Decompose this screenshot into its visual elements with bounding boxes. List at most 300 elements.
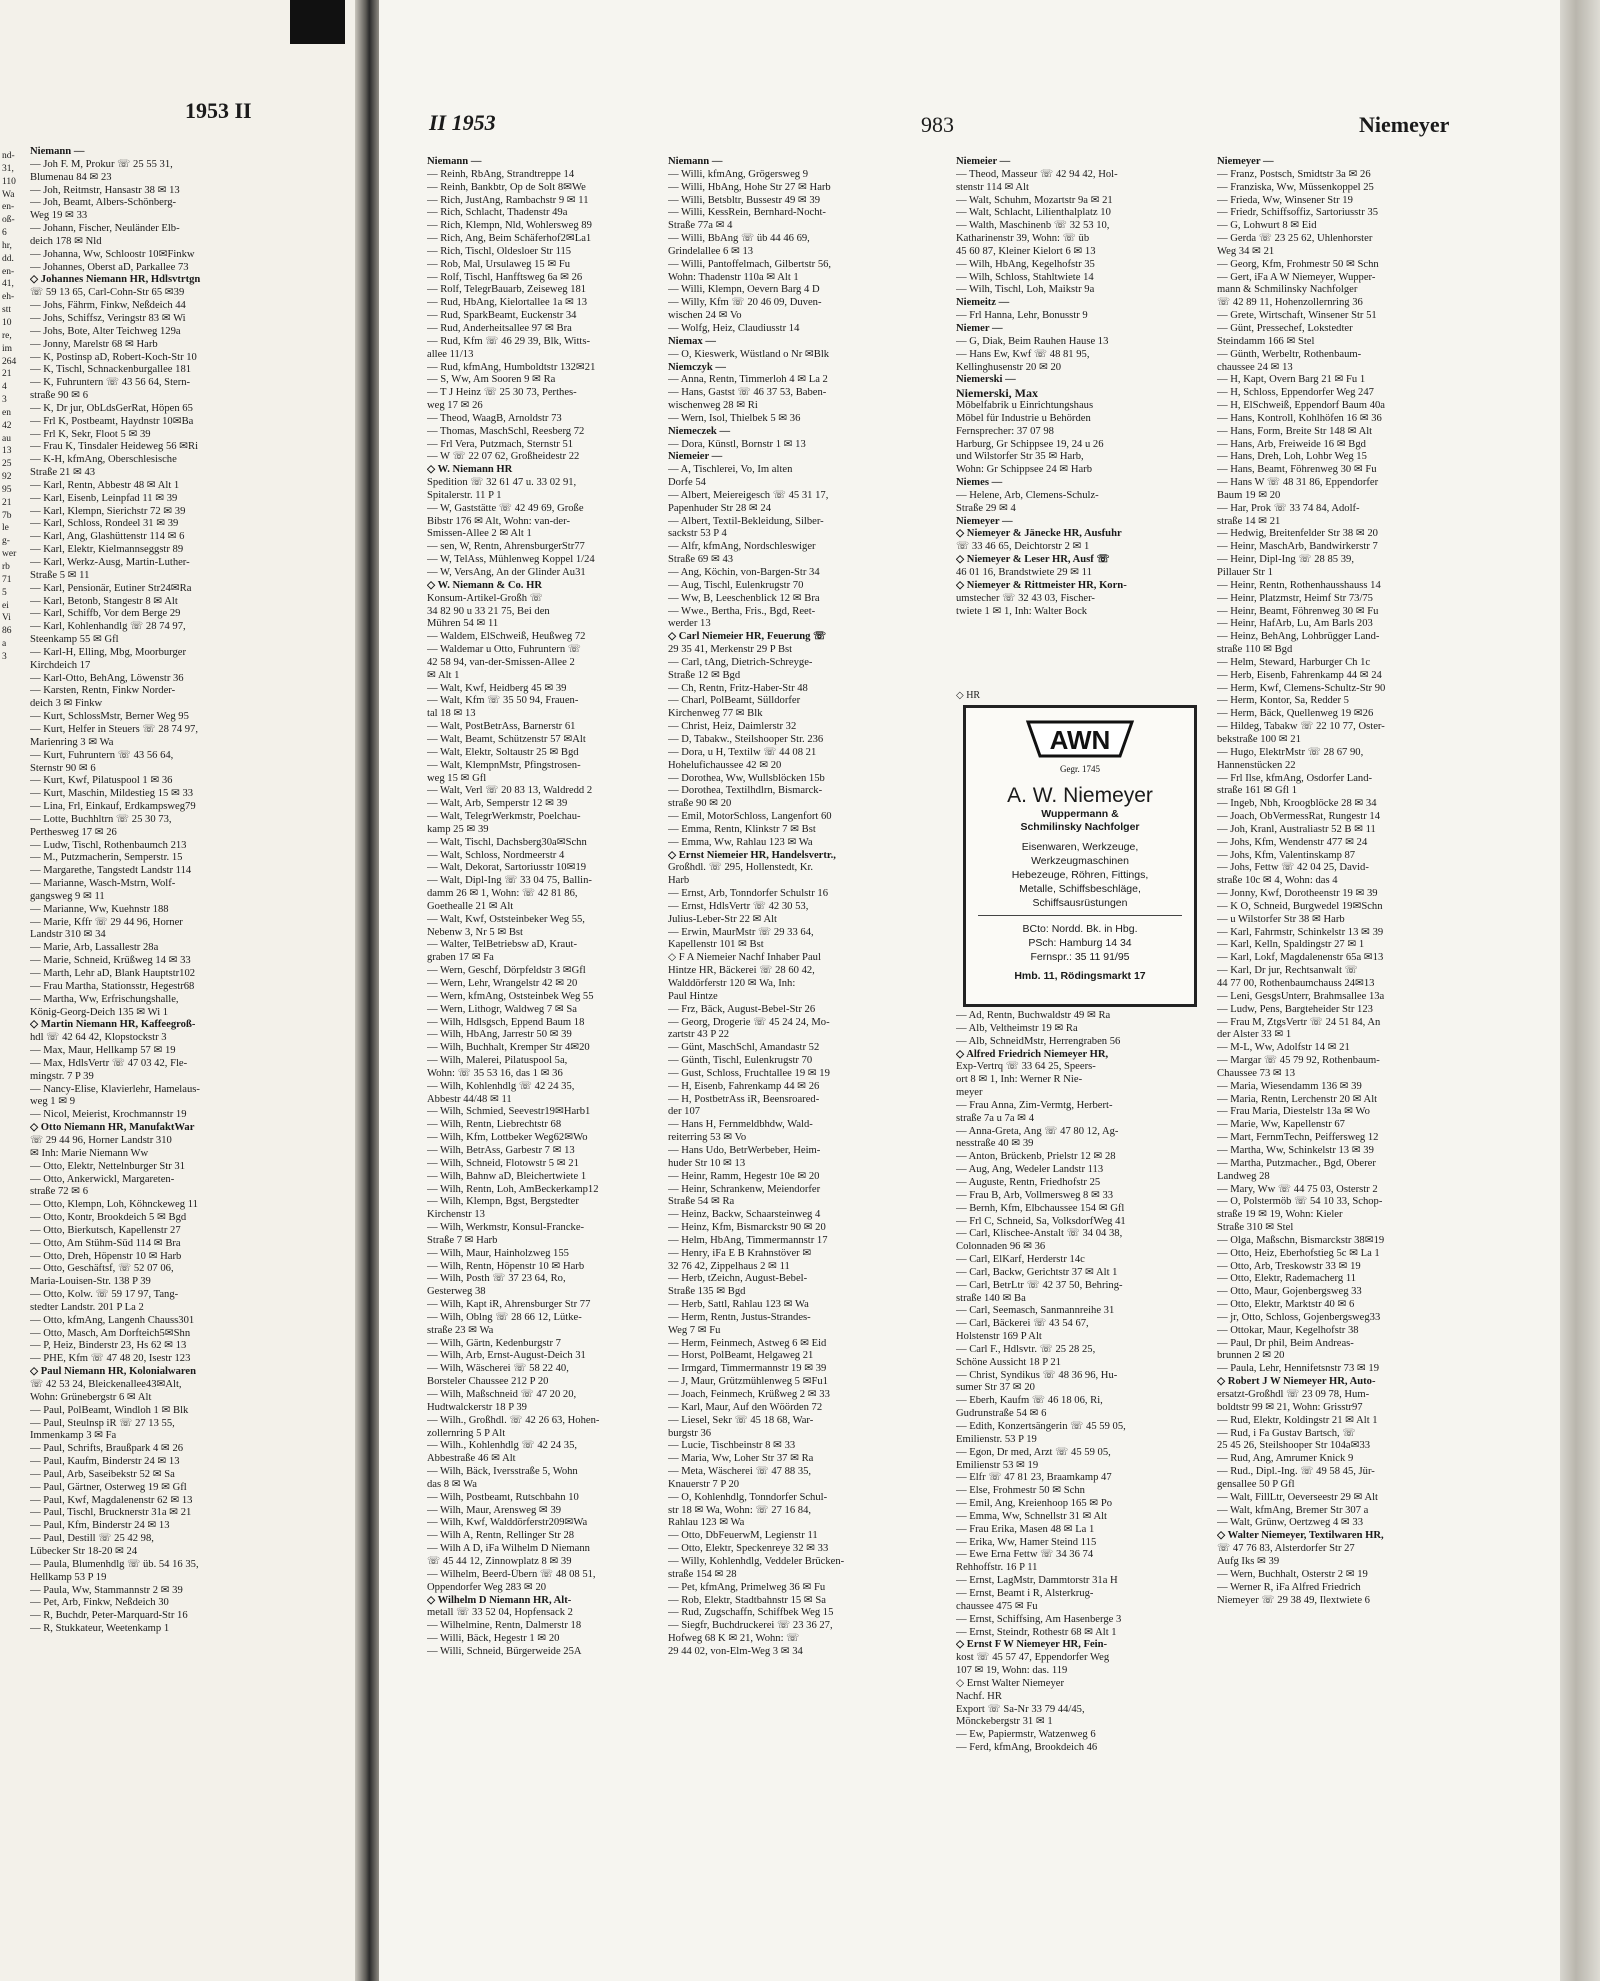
directory-entry: weg 17 ✉ 26 — [427, 400, 483, 412]
logo-text: AWN — [1049, 725, 1111, 755]
directory-entry: zartstr 43 P 22 — [668, 1029, 730, 1041]
directory-entry: — Paula, Ww, Stammannstr 2 ✉ 39 — [30, 1584, 183, 1596]
directory-entry: — A, Tischlerei, Vo, Im alten — [668, 464, 793, 476]
directory-entry: — Reinh, RbAng, Strandtreppe 14 — [427, 168, 575, 180]
directory-entry: — Heinr, Rentn, Rothenhausshauss 14 — [1217, 579, 1381, 591]
directory-entry: — O, Kieswerk, Wüstland o Nr ✉Blk — [668, 348, 830, 360]
directory-entry: Niemeczek — — [668, 425, 731, 437]
page-number: 983 — [921, 112, 954, 137]
directory-entry: — Ottokar, Maur, Kegelhofstr 38 — [1217, 1324, 1359, 1336]
directory-entry: — Lotte, Buchhltrn ☏ 25 30 73, — [30, 813, 172, 825]
directory-entry: — Wilh, Kohlenhdlg ☏ 42 24 35, — [427, 1080, 575, 1092]
ad-line: PSch: Hamburg 14 34 — [1028, 937, 1132, 949]
directory-entry: — Walt, Dipl-Ing ☏ 33 04 75, Ballin- — [427, 875, 592, 887]
directory-entry: — Günt, Pressechef, Lokstedter — [1217, 322, 1353, 334]
directory-entry: — H, PostbetrAss iR, Beensroared- — [668, 1093, 820, 1105]
directory-entry: — Walt, FillLtr, Oeverseestr 29 ✉ Alt — [1217, 1491, 1378, 1503]
directory-entry: — Thomas, MaschSchl, Reesberg 72 — [427, 425, 585, 437]
directory-entry: Niemerski — — [956, 374, 1016, 386]
directory-entry: — Carl, Bäckerei ☏ 43 54 67, — [956, 1318, 1089, 1330]
directory-entry: 3 — [2, 651, 7, 662]
directory-entry: — Gust, Schloss, Fruchtallee 19 ✉ 19 — [668, 1067, 830, 1079]
directory-entry: Maria-Louisen-Str. 138 P 39 — [30, 1276, 151, 1288]
directory-entry: le — [2, 523, 9, 534]
directory-entry: straße 23 ✉ Wa — [427, 1324, 494, 1336]
directory-entry: — Walt, Schloss, Nordmeerstr 4 — [427, 849, 565, 861]
directory-entry: — Liesel, Sekr ☏ 45 18 68, War- — [668, 1414, 814, 1426]
directory-entry: straße 90 ✉ 20 — [668, 798, 732, 810]
directory-entry: nesstraße 40 ✉ 39 — [956, 1138, 1034, 1150]
directory-entry: — Otto, Arb, Treskowstr 33 ✉ 19 — [1217, 1260, 1361, 1272]
directory-entry: Paul Hintze — [668, 990, 718, 1002]
directory-entry: — Karl, Dr jur, Rechtsanwalt ☏ — [1217, 965, 1358, 977]
directory-entry: — R, Stukkateur, Weetenkamp 1 — [30, 1623, 170, 1635]
directory-entry: — Wern, Isol, Thielbek 5 ✉ 36 — [668, 412, 801, 424]
directory-entry: — Alfr, kfmAng, Nordschleswiger — [668, 541, 816, 553]
directory-entry: — Ad, Rentn, Buchwaldstr 49 ✉ Ra — [956, 1010, 1111, 1021]
directory-entry: — Marie, Ww, Kapellenstr 67 — [1217, 1119, 1345, 1131]
directory-entry: Niemann — — [30, 146, 85, 157]
directory-entry: Straße 310 ✉ Stel — [1217, 1222, 1294, 1234]
directory-entry: — Paula, Blumenhdlg ☏ üb. 54 16 35, — [30, 1558, 199, 1570]
directory-entry: — Rich, Klempn, Nld, Wohlersweg 89 — [427, 220, 592, 232]
directory-entry: — Marianne, Ww, Kuehnstr 188 — [30, 903, 169, 915]
directory-entry: ersatzt-Großhdl ☏ 23 09 78, Hum- — [1217, 1389, 1370, 1400]
directory-entry: — Frau Martha, Stationsstr, Hegestr68 — [30, 980, 195, 992]
directory-entry: — Heinr, MaschArb, Bandwirkerstr 7 — [1217, 541, 1378, 553]
directory-entry: — Wilh, Hdlsgsch, Eppend Baum 18 — [427, 1016, 585, 1028]
directory-entry: 21 — [2, 369, 12, 380]
awn-advertisement — [963, 705, 1197, 1007]
directory-entry: Niemeier — — [668, 451, 723, 463]
directory-entry: — Wilh, Schneid, Flotowstr 5 ✉ 21 — [427, 1157, 579, 1169]
directory-entry: — Karl, Pensionär, Eutiner Str24✉Ra — [30, 582, 192, 594]
directory-entry: — PHE, Kfm ☏ 47 48 20, Isestr 123 — [30, 1353, 191, 1365]
directory-entry: — H, ElSchweiß, Eppendorf Baum 40a — [1217, 400, 1385, 412]
directory-entry: Straße 7 ✉ Harb — [427, 1234, 498, 1246]
directory-entry: ◇ Niemeyer & Rittmeister HR, Korn- — [956, 579, 1127, 591]
directory-entry: str 18 ✉ Wa, Wohn: ☏ 27 16 84, — [668, 1504, 812, 1516]
directory-entry: — sen, W, Rentn, AhrensburgerStr77 — [427, 541, 585, 553]
directory-entry: ☏ 45 44 12, Zinnowplatz 8 ✉ 39 — [427, 1555, 572, 1567]
directory-entry: — Wern, Lehr, Wrangelstr 42 ✉ 20 — [427, 978, 578, 989]
directory-entry: — Karl, Fahrmstr, Schinkelstr 13 ✉ 39 — [1217, 926, 1384, 938]
directory-entry: — Joh F. M, Prokur ☏ 25 55 31, — [30, 158, 173, 170]
directory-entry: Straße 21 ✉ 43 — [30, 467, 96, 479]
directory-entry: — Karl, Rentn, Abbestr 48 ✉ Alt 1 — [30, 479, 180, 491]
directory-entry: ☏ 59 13 65, Carl-Cohn-Str 65 ✉39 — [30, 287, 185, 299]
directory-entry: Straße 29 ✉ 4 — [956, 502, 1016, 514]
directory-entry: — Otto, kfmAng, Langenh Chauss301 — [30, 1314, 195, 1326]
directory-entry: — H, Kapt, Overn Barg 21 ✉ Fu 1 — [1217, 374, 1366, 386]
directory-entry: — Heinz, Kfm, Bismarckstr 90 ✉ 20 — [668, 1222, 826, 1234]
directory-entry: — Emma, Ww, Rahlau 123 ✉ Wa — [668, 836, 813, 848]
directory-entry: — Otto, DbFeuerwM, Legienstr 11 — [668, 1530, 818, 1542]
directory-entry: — Martha, Ww, Erfrischungshalle, — [30, 993, 179, 1005]
directory-entry: boldtstr 99 ✉ 21, Wohn: Grisstr97 — [1217, 1401, 1363, 1413]
directory-entry: — Johs, Bote, Alter Teichweg 129a — [30, 325, 181, 337]
directory-entry: 13 — [2, 446, 12, 457]
directory-entry: ◇ Paul Niemann HR, Kolonialwaren — [30, 1366, 196, 1378]
directory-entry: — Wilh, Rentn, Höpenstr 10 ✉ Harb — [427, 1260, 585, 1272]
directory-entry: — Franz, Postsch, Smidtstr 3a ✉ 26 — [1217, 168, 1371, 180]
ad-marker: ◇ HR — [956, 690, 981, 701]
directory-entry: — Wilh, Posth ☏ 37 23 64, Ro, — [427, 1273, 566, 1285]
directory-entry: — Wilh., Kohlenhdlg ☏ 42 24 35, — [427, 1440, 578, 1452]
directory-entry: 6 — [2, 228, 7, 239]
directory-entry: huder Str 10 ✉ 13 — [668, 1157, 746, 1169]
directory-entry: — Frau Erika, Masen 48 ✉ La 1 — [956, 1523, 1095, 1535]
directory-entry: — Frl C, Schneid, Sa, VolksdorfWeg 41 — [956, 1215, 1126, 1227]
directory-entry: — Franziska, Ww, Müssenkoppel 25 — [1217, 181, 1374, 193]
directory-entry: — Henry, iFa E B Krahnstöver ✉ — [668, 1247, 812, 1259]
directory-entry: Möbel für Industrie u Behörden — [956, 412, 1091, 424]
directory-entry: 25 45 26, Steilshooper Str 104a✉33 — [1217, 1440, 1371, 1452]
directory-entry: weg 15 ✉ Gfl — [427, 772, 487, 784]
directory-entry: straße 154 ✉ 28 — [668, 1568, 737, 1580]
directory-entry: — Albert, Meiereigesch ☏ 45 31 17, — [668, 489, 829, 501]
directory-entry: en- — [2, 266, 15, 277]
directory-entry: nd- — [2, 151, 15, 161]
directory-entry: — Johs, Kfm, Wendenstr 477 ✉ 24 — [1217, 836, 1368, 848]
directory-entry: — Margar ☏ 45 79 92, Rothenbaum- — [1217, 1055, 1380, 1067]
directory-entry: — Frl Vera, Putzmach, Sternstr 51 — [427, 438, 574, 450]
directory-entry: straße 161 ✉ Gfl 1 — [1217, 785, 1298, 797]
directory-entry: — Lina, Frl, Einkauf, Erdkampsweg79 — [30, 801, 196, 813]
directory-entry: stedter Landstr. 201 P La 2 — [30, 1301, 144, 1313]
directory-entry: ☏ 42 89 11, Hohenzollernring 36 — [1217, 297, 1363, 309]
directory-entry: — W, Gaststätte ☏ 42 49 69, Große — [427, 502, 584, 514]
directory-entry: Niemeyer ☏ 29 38 49, Ilextwiete 6 — [1217, 1594, 1370, 1606]
directory-entry: — Eberh, Kaufm ☏ 46 18 06, Ri, — [956, 1395, 1103, 1407]
directory-entry: Hellkamp 53 P 19 — [30, 1571, 107, 1583]
left-page — [0, 0, 355, 1981]
directory-entry: — Joh, Reitmstr, Hansastr 38 ✉ 13 — [30, 184, 180, 196]
directory-entry: — Karl, Elektr, Kielmannseggstr 89 — [30, 544, 184, 556]
directory-entry: — Ernst, LagMstr, Dammtorstr 31a H — [956, 1575, 1118, 1587]
directory-entry: — Karsten, Rentn, Finkw Norder- — [30, 685, 176, 697]
directory-entry: Vi — [2, 613, 11, 624]
directory-entry: Marienring 3 ✉ Wa — [30, 736, 114, 748]
directory-entry: — Theod, WaagB, Arnoldstr 73 — [427, 412, 562, 424]
directory-entry: Oppendorfer Weg 283 ✉ 20 — [427, 1581, 547, 1593]
directory-entry: Chaussee 73 ✉ 13 — [1217, 1067, 1296, 1079]
directory-entry: — Rich, Ang, Beim Schäferhof2✉La1 — [427, 233, 592, 245]
directory-entry: straße 110 ✉ Bgd — [1217, 644, 1293, 656]
directory-entry: — Rud, Zugschaffn, Schiffbek Weg 15 — [668, 1607, 834, 1619]
directory-entry: — Wilh, Malerei, Pilatuspool 5a, — [427, 1055, 568, 1067]
directory-entry: — Wolfg, Heiz, Claudiusstr 14 — [668, 322, 800, 334]
directory-entry: Emilienstr. 53 P 19 — [956, 1433, 1037, 1445]
directory-entry: g- — [2, 536, 10, 547]
directory-entry: — Ang, Köchin, von-Bargen-Str 34 — [668, 567, 820, 578]
directory-entry: — Rich, Tischl, Oldesloer Str 115 — [427, 245, 572, 257]
directory-entry: — Wilh, Gärtn, Kedenburgstr 7 — [427, 1337, 561, 1349]
directory-entry: — Paul, Steulnsp iR ☏ 27 13 55, — [30, 1417, 175, 1429]
directory-entry: — Wilh, Kwf, Walddörferstr209✉Wa — [427, 1517, 588, 1529]
directory-entry: — Paul, Schrifts, Braußpark 4 ✉ 26 — [30, 1443, 184, 1455]
directory-entry: — Wilh, Kapt iR, Ahrensburger Str 77 — [427, 1299, 591, 1311]
directory-entry: en- — [2, 202, 15, 213]
directory-entry: tal 18 ✉ 13 — [427, 708, 476, 720]
directory-entry: — Wilh, Oblng ☏ 28 66 12, Lütke- — [427, 1311, 582, 1323]
directory-entry: — Karl, Schiffb, Vor dem Berge 29 — [30, 608, 181, 620]
directory-entry: — Kurt, Fuhruntern ☏ 43 56 64, — [30, 749, 174, 761]
directory-entry: — Martha, Putzmacher., Bgd, Oberer — [1217, 1157, 1376, 1169]
directory-entry: — W, VersAng, An der Glinder Au31 — [427, 567, 586, 578]
directory-entry: 107 ✉ 19, Wohn: das. 119 — [956, 1665, 1068, 1677]
directory-entry: — Joach, ObVermessRat, Rungestr 14 — [1217, 811, 1381, 823]
directory-entry: rb — [2, 562, 10, 572]
directory-entry: Katharinenstr 39, Wohn: ☏ üb — [956, 233, 1090, 245]
directory-entry: Wohn: Thadenstr 110a ✉ Alt 1 — [668, 271, 799, 283]
directory-entry: — Wilh A, Rentn, Rellinger Str 28 — [427, 1530, 575, 1542]
directory-entry: — Wilhelmine, Rentn, Dalmerstr 18 — [427, 1620, 582, 1632]
directory-entry: — Maria, Rentn, Lerchenstr 20 ✉ Alt — [1217, 1093, 1378, 1105]
directory-entry: wischen 24 ✉ Vo — [668, 310, 742, 322]
directory-entry: straße 7a u 7a ✉ 4 — [956, 1112, 1035, 1124]
directory-entry: Landstr 310 ✉ 34 — [30, 929, 106, 941]
directory-entry: — Marie, Arb, Lassallestr 28a — [30, 942, 159, 954]
directory-entry: — Wilh, Arb, Ernst-August-Deich 31 — [427, 1350, 586, 1362]
book-gutter — [355, 0, 379, 1981]
directory-entry: — Paul, Gärtner, Osterweg 19 ✉ Gfl — [30, 1481, 187, 1493]
directory-entry: Konsum-Artikel-Großh ☏ — [427, 592, 543, 604]
directory-column-3 — [956, 156, 1188, 618]
directory-entry: — Walt, Arb, Semperstr 12 ✉ 39 — [427, 798, 568, 810]
directory-entry: — Joh, Beamt, Albers-Schönberg- — [30, 197, 177, 209]
directory-entry: — Charl, PolBeamt, Sülldorfer — [668, 695, 801, 707]
directory-entry: — Paul, Dr phil, Beim Andreas- — [1217, 1337, 1354, 1349]
directory-entry: — Rich, Schlacht, Thadenstr 49a — [427, 207, 568, 219]
directory-entry: — Alb, Veltheimstr 19 ✉ Ra — [956, 1022, 1078, 1034]
directory-entry: — K, Fuhruntern ☏ 43 56 64, Stern- — [30, 377, 191, 389]
directory-entry: dd. — [2, 253, 14, 264]
directory-entry: — Marie, Kffr ☏ 29 44 96, Horner — [30, 916, 183, 928]
directory-entry: — Ludw, Tischl, Rothenbaumch 213 — [30, 839, 187, 851]
directory-entry: — Herm, Feinmech, Astweg 6 ✉ Eid — [668, 1337, 827, 1349]
directory-entry: Hintze HR, Bäckerei ☏ 28 60 42, — [668, 965, 815, 977]
directory-entry: Schöne Aussicht 18 P 21 — [956, 1356, 1061, 1368]
directory-entry: — Kurt, Kwf, Pilatuspool 1 ✉ 36 — [30, 775, 173, 787]
directory-entry: — Hildeg, Tabakw ☏ 22 10 77, Oster- — [1217, 721, 1385, 733]
directory-entry: Papenhuder Str 28 ✉ 24 — [668, 502, 772, 514]
directory-entry: 21 — [2, 497, 12, 508]
directory-entry: 25 — [2, 459, 12, 470]
directory-entry: 31, — [2, 163, 14, 174]
directory-entry: — Hans, Arb, Freiweide 16 ✉ Bgd — [1217, 438, 1366, 450]
directory-entry: der Alster 33 ✉ 1 — [1217, 1029, 1292, 1041]
directory-entry: — Karl, Eisenb, Leinpfad 11 ✉ 39 — [30, 492, 178, 504]
directory-entry: Niemer — — [956, 322, 1003, 334]
directory-entry: — Frieda, Ww, Winsener Str 19 — [1217, 194, 1353, 206]
directory-entry: — Heinr, Ramm, Hegestr 10e ✉ 20 — [668, 1170, 820, 1182]
directory-entry: Spitalerstr. 11 P 1 — [427, 489, 502, 501]
directory-entry: Straße 77a ✉ 4 — [668, 220, 733, 232]
directory-entry: — Rud., Dipl.-Ing. ☏ 49 58 45, Jür- — [1217, 1466, 1375, 1478]
directory-entry: Niemax — — [668, 335, 716, 347]
directory-entry: — Rob, Elektr, Stadtbahnstr 15 ✉ Sa — [668, 1594, 826, 1606]
directory-entry: — Helm, HbAng, Timmermannstr 17 — [668, 1234, 828, 1246]
awn-logo — [1024, 716, 1136, 778]
directory-entry: König-Georg-Deich 135 ✉ Wi 1 — [30, 1006, 169, 1018]
directory-entry: — K O, Schneid, Burgwedel 19✉Schn — [1217, 900, 1383, 912]
directory-entry: ✉ Inh: Marie Niemann Ww — [30, 1147, 149, 1159]
directory-entry: — Waldem, ElSchweiß, Heußweg 72 — [427, 631, 586, 643]
directory-entry: — Wilhelm, Beerd-Übern ☏ 48 08 51, — [427, 1568, 596, 1580]
directory-entry: — Rud, Kfm ☏ 46 29 39, Blk, Witts- — [427, 335, 591, 347]
directory-entry: — Walt, Kwf, Heidberg 45 ✉ 39 — [427, 682, 567, 694]
directory-entry: — Otto, Ankerwickl, Margareten- — [30, 1173, 175, 1185]
directory-entry: — Ernst, Beamt i R, Alsterkrug- — [956, 1587, 1094, 1599]
directory-entry: reiterring 53 ✉ Vo — [668, 1132, 747, 1144]
directory-entry: 4 — [2, 382, 7, 393]
directory-entry: — Wilh., Großhdl. ☏ 42 26 63, Hohen- — [427, 1414, 600, 1426]
directory-entry: Nebenw 3, Nr 5 ✉ Bst — [427, 926, 523, 938]
directory-entry: werder 13 — [668, 618, 711, 630]
directory-entry: — Hans, Form, Breite Str 148 ✉ Alt — [1217, 425, 1373, 437]
directory-entry: — Gerda ☏ 23 25 62, Uhlenhorster — [1217, 233, 1373, 245]
directory-entry: — Walt, Grünw, Oertzweg 4 ✉ 33 — [1217, 1517, 1364, 1529]
directory-entry: Julius-Leber-Str 22 ✉ Alt — [668, 913, 777, 925]
directory-entry: — Heinz, BehAng, Lohbrügger Land- — [1217, 631, 1380, 643]
directory-entry: — Otto, Kolw. ☏ 59 17 97, Tang- — [30, 1289, 179, 1301]
directory-entry: Niemes — — [956, 477, 1003, 489]
directory-entry: der 107 — [668, 1106, 701, 1118]
directory-entry: Niemczyk — — [668, 361, 726, 373]
directory-entry: chaussee 24 ✉ 13 — [1217, 361, 1293, 373]
directory-entry: — Wilh A D, iFa Wilhelm D Niemann — [427, 1543, 590, 1555]
directory-entry: Hudtwalckerstr 18 P 39 — [427, 1401, 527, 1413]
directory-entry: — Har, Prok ☏ 33 74 84, Adolf- — [1217, 502, 1360, 514]
directory-entry: — Rolf, Tischl, Hanfftsweg 6a ✉ 26 — [427, 271, 583, 283]
directory-entry: Kapellenstr 101 ✉ Bst — [668, 939, 764, 951]
directory-entry: Exp-Vertrq ☏ 33 64 25, Speers- — [956, 1061, 1096, 1073]
directory-entry: hr, — [2, 240, 12, 251]
directory-entry: 3 — [2, 395, 7, 406]
directory-entry: — Ch, Rentn, Fritz-Haber-Str 48 — [668, 682, 808, 694]
directory-entry: — Walt, Tischl, Dachsberg30a✉Schn — [427, 836, 587, 848]
directory-entry: — Gert, iFa A W Niemeyer, Wupper- — [1217, 271, 1376, 283]
directory-entry: — T J Heinz ☏ 25 30 73, Perthes- — [427, 387, 577, 399]
directory-entry: en — [2, 407, 11, 418]
directory-entry: Landweg 28 — [1217, 1170, 1270, 1182]
directory-entry: chaussee 475 ✉ Fu — [956, 1600, 1038, 1612]
directory-entry: ✉ Alt 1 — [427, 669, 460, 681]
directory-entry: burgstr 36 — [668, 1427, 712, 1439]
directory-entry: Rahlau 123 ✉ Wa — [668, 1517, 745, 1529]
directory-entry: 46 01 16, Brandstwiete 29 ✉ 11 — [956, 567, 1092, 578]
directory-entry: — Pet, kfmAng, Primelweg 36 ✉ Fu — [668, 1581, 826, 1593]
directory-entry: — Frau B, Arb, Vollmersweg 8 ✉ 33 — [956, 1189, 1114, 1201]
directory-entry: — Walth, Maschinenb ☏ 32 53 10, — [956, 220, 1110, 232]
directory-entry: — Irmgard, Timmermannstr 19 ✉ 39 — [668, 1363, 827, 1375]
directory-entry: Sternstr 90 ✉ 6 — [30, 762, 96, 774]
directory-entry: deich 3 ✉ Finkw — [30, 698, 103, 710]
directory-entry: — Karl, Klempn, Sierichstr 72 ✉ 39 — [30, 505, 186, 517]
directory-entry: — Johs, Fettw ☏ 42 04 25, David- — [1217, 862, 1369, 874]
directory-entry: — Wilh, Buchhalt, Kremper Str 4✉20 — [427, 1042, 590, 1054]
directory-entry: — H, Eisenb, Fahrenkamp 44 ✉ 26 — [668, 1080, 820, 1092]
directory-entry: — Heinz, Backw, Schaarsteinweg 4 — [668, 1209, 821, 1221]
left-page-header: 1953 II — [185, 98, 252, 123]
directory-entry: weg 1 ✉ 9 — [30, 1096, 76, 1108]
dark-strip — [290, 0, 345, 44]
directory-entry: ◇ Niemeyer & Jänecke HR, Ausfuhr — [956, 528, 1122, 540]
directory-entry: — Paul, Kaufm, Binderstr 24 ✉ 13 — [30, 1456, 180, 1468]
directory-entry: — Friedr, Schiffsoffiz, Sartoriusstr 35 — [1217, 207, 1379, 219]
directory-entry: Wohn: Grünebergstr 6 ✉ Alt — [30, 1391, 152, 1403]
directory-entry: — jr, Otto, Schloss, Gojenbergsweg33 — [1217, 1311, 1381, 1323]
directory-entry: — Emil, Ang, Kreienhoop 165 ✉ Po — [956, 1498, 1113, 1510]
directory-entry: — Wilh, HbAng, Kegelhofstr 35 — [956, 258, 1095, 270]
directory-entry: — Hans Udo, BetrWerbeber, Heim- — [668, 1144, 821, 1156]
directory-entry: Smissen-Allee 2 ✉ Alt 1 — [427, 528, 532, 540]
directory-entry: Dorfe 54 — [668, 477, 706, 489]
directory-entry: — Heinr, HafArb, Lu, Am Barls 203 — [1217, 618, 1373, 630]
directory-entry: — Johann, Fischer, Neuländer Elb- — [30, 223, 180, 235]
directory-entry: — Rud, kfmAng, Humboldtstr 132✉21 — [427, 361, 596, 373]
directory-entry: — Karl, Kohlenhandlg ☏ 28 74 97, — [30, 621, 186, 633]
directory-entry: — Ernst, Arb, Tonndorfer Schulstr 16 — [668, 888, 829, 900]
directory-entry: — Otto, Geschäftsf, ☏ 52 07 06, — [30, 1263, 174, 1275]
ad-subline-1: Wuppermann & — [1041, 808, 1119, 820]
ad-address: Hmb. 11, Rödingsmarkt 17 — [1014, 970, 1146, 982]
directory-entry: — Paul, Arb, Saseibekstr 52 ✉ Sa — [30, 1468, 175, 1480]
directory-entry: Mühren 54 ✉ 11 — [427, 618, 499, 630]
directory-entry: — Herm, Kontor, Sa, Redder 5 — [1217, 695, 1349, 707]
directory-entry: — Otto, Klempn, Loh, Köhnckeweg 11 — [30, 1199, 198, 1211]
directory-entry: 264 — [2, 356, 17, 367]
directory-entry: — Wern, Buchhalt, Osterstr 2 ✉ 19 — [1217, 1568, 1368, 1580]
directory-entry: — Heinr, Schrankenw, Meiendorfer — [668, 1183, 821, 1195]
directory-entry: — Karl, Lokf, Magdalenenstr 65a ✉13 — [1217, 952, 1384, 964]
directory-entry: gangsweg 9 ✉ 11 — [30, 890, 105, 902]
directory-entry: Hannenstücken 22 — [1217, 759, 1296, 771]
directory-entry: Straße 69 ✉ 43 — [668, 554, 734, 566]
directory-entry: — W, TelAss, Mühlenweg Koppel 1/24 — [427, 554, 595, 566]
directory-entry: — Georg, Kfm, Frohmestr 50 ✉ Schn — [1217, 258, 1379, 270]
directory-entry: — Wern, kfmAng, Oststeinbek Weg 55 — [427, 990, 594, 1002]
directory-entry: — Walt, KlempnMstr, Pfingstrosen- — [427, 759, 581, 771]
directory-entry: Baum 19 ✉ 20 — [1217, 489, 1281, 501]
directory-entry: 42 — [2, 420, 12, 431]
directory-entry: — Wilh, Wäscherei ☏ 58 22 40, — [427, 1363, 569, 1375]
directory-entry: Niemerski, Max — [956, 387, 1038, 401]
directory-entry: — Wilh, Maur, Hainholzweg 155 — [427, 1247, 569, 1259]
directory-entry: Möbelfabrik u Einrichtungshaus — [956, 400, 1094, 412]
directory-entry: ◇ Wilhelm D Niemann HR, Alt- — [427, 1594, 572, 1606]
directory-entry: — Frau K, Tinsdaler Heideweg 56 ✉Ri — [30, 441, 199, 453]
directory-entry: Wohn: ☏ 35 53 16, das 1 ✉ 36 — [427, 1067, 563, 1079]
directory-entry: — Else, Frohmestr 50 ✉ Schn — [956, 1485, 1085, 1497]
directory-entry: — Christ, Syndikus ☏ 48 36 96, Hu- — [956, 1369, 1118, 1381]
directory-entry: — Willy, Kohlenhdlg, Veddeler Brücken- — [668, 1555, 845, 1567]
directory-entry: — Karl, Kelln, Spaldingstr 27 ✉ 1 — [1217, 939, 1365, 951]
directory-entry: Walddörferstr 120 ✉ Wa, Inh: — [668, 978, 796, 989]
directory-entry: Blumenau 84 ✉ 23 — [30, 171, 112, 183]
directory-entry: — Jonny, Marelstr 68 ✉ Harb — [30, 338, 158, 350]
directory-entry: — Werner R, iFa Alfred Friedrich — [1217, 1581, 1361, 1593]
directory-entry: Straße 54 ✉ Ra — [668, 1196, 735, 1208]
directory-entry: — Hedwig, Breitenfelder Str 38 ✉ 20 — [1217, 528, 1378, 540]
directory-entry: — Alb, SchneidMstr, Herrengraben 56 — [956, 1035, 1121, 1047]
directory-entry: ◇ Martin Niemann HR, Kaffeegroß- — [30, 1019, 196, 1031]
directory-entry: Hofweg 68 K ✉ 21, Wohn: ☏ — [668, 1633, 800, 1645]
directory-entry: — Jonny, Kwf, Dorotheenstr 19 ✉ 39 — [1217, 888, 1378, 900]
directory-entry: — Wilh, Rentn, Liebrechtstr 68 — [427, 1119, 562, 1131]
directory-entry: — Frl Ilse, kfmAng, Osdorfer Land- — [1217, 772, 1373, 784]
